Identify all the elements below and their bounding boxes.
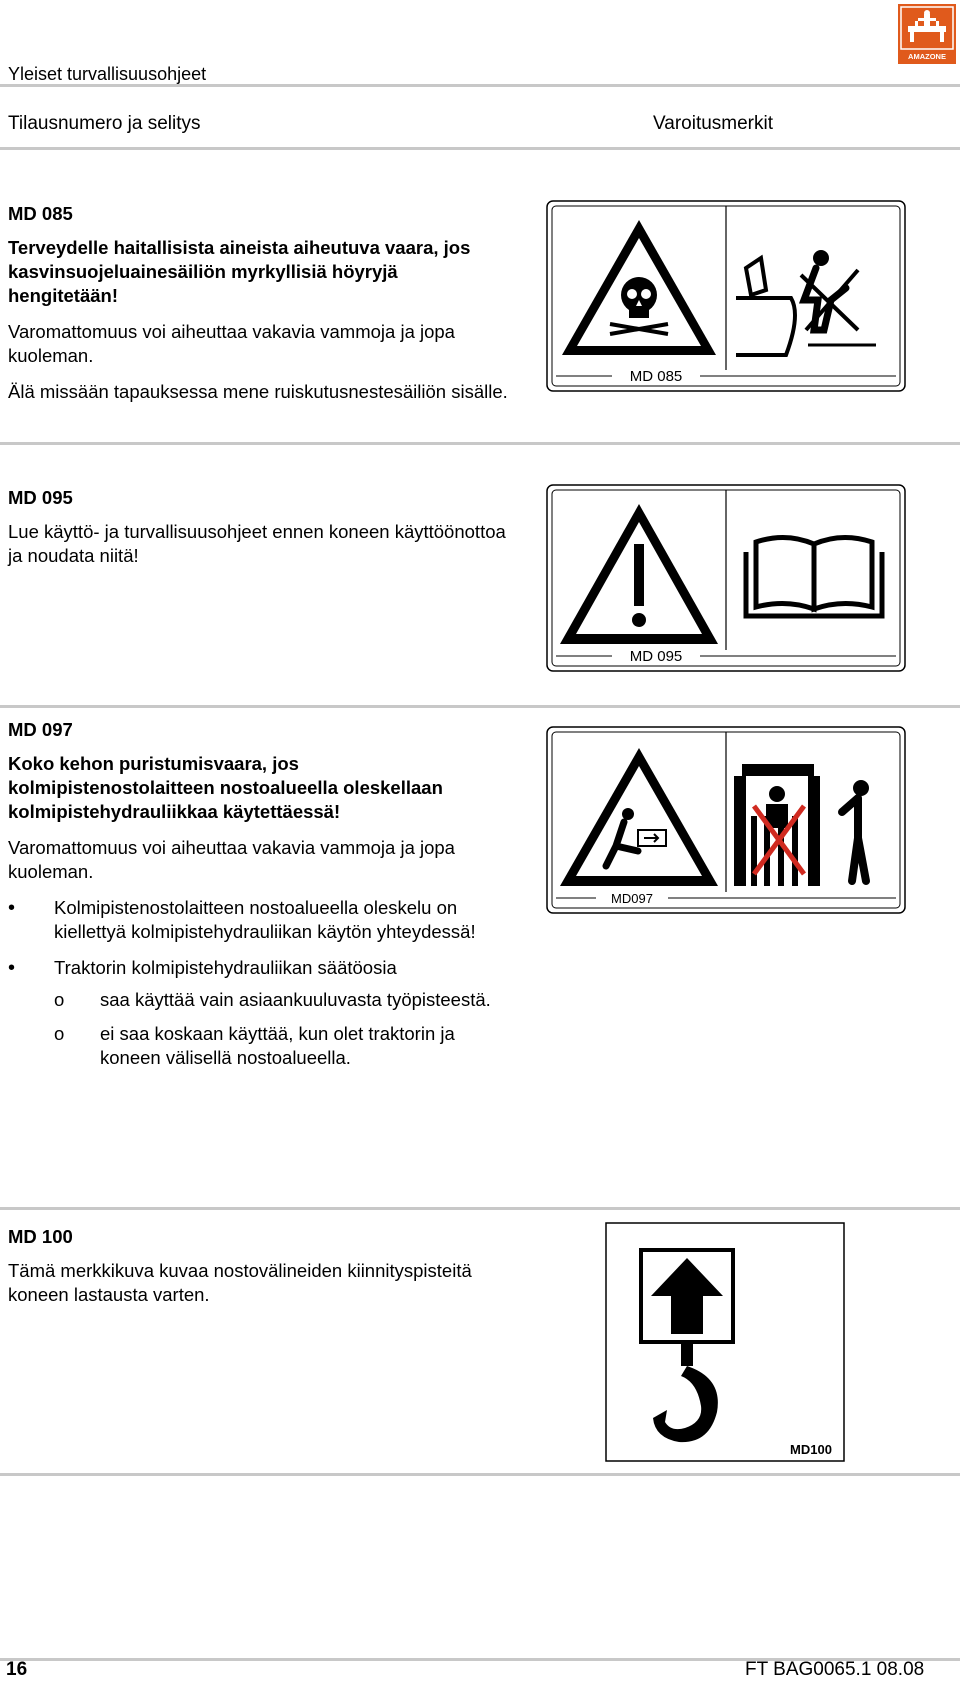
section-divider xyxy=(0,1207,960,1210)
sub-list xyxy=(54,988,508,1070)
warning-text: Terveydelle haitallisista aineista aiheutuva vaara, jos kasvinsuojeluainesäiliön myrkyllisiä höyryjä hengitetään! xyxy=(8,237,471,306)
sub-list-item: o saa käyttää vain asiaankuuluvasta työpisteestä. xyxy=(54,988,508,1012)
section-md-100 xyxy=(8,1225,508,1319)
column-header-warning-signs: Varoitusmerkit xyxy=(653,113,774,134)
svg-text:MD 095: MD 095 xyxy=(629,648,683,665)
section-md-097 xyxy=(8,718,508,1082)
section-md-085 xyxy=(8,202,508,416)
sign-code: MD 085 xyxy=(8,203,73,224)
description-text: Tämä merkkikuva kuvaa nostovälineiden kiinnityspisteitä koneen lastausta varten. xyxy=(8,1260,472,1305)
section-divider xyxy=(0,705,960,708)
sub-list-item: o ei saa koskaan käyttää, kun olet traktorin ja koneen välisellä nostoalueella. xyxy=(54,1022,508,1070)
sign-code: MD 097 xyxy=(8,719,73,740)
column-header-order-number: Tilausnumero ja selitys xyxy=(8,113,201,134)
header-divider xyxy=(0,84,960,87)
svg-text:AMAZONE: AMAZONE xyxy=(908,52,946,61)
instruction-text: Älä missään tapauksessa mene ruiskutusnestesäiliön sisälle. xyxy=(8,381,508,402)
section-title: Yleiset turvallisuusohjeet xyxy=(8,64,207,84)
warning-text: Koko kehon puristumisvaara, jos kolmipistenostolaitteen nostoalueella oleskellaan kolmipistehydrauliikkaa käytettäessä! xyxy=(8,753,443,822)
svg-text:MD 085: MD 085 xyxy=(629,368,683,385)
list-item: • Kolmipistenostolaitteen nostoalueella oleskelu on kiellettyä kolmipistehydrauliikan käytön yhteydessä! xyxy=(8,896,508,944)
section-md-095 xyxy=(8,486,508,580)
consequence-text: Varomattomuus voi aiheuttaa vakavia vammoja ja jopa kuoleman. xyxy=(8,321,455,366)
section-divider xyxy=(0,442,960,445)
sign-code: MD 095 xyxy=(8,487,73,508)
svg-text:MD097: MD097 xyxy=(611,891,653,906)
amazone-logo xyxy=(898,4,956,64)
sign-md-095 xyxy=(546,484,906,677)
column-header-divider xyxy=(0,147,960,150)
section-divider xyxy=(0,1473,960,1476)
list-item: • Traktorin kolmipistehydrauliikan säätöosia o saa käyttää vain asiaankuuluvasta työpisteestä. o ei saa koskaan käyttää, kun olet traktorin ja koneen välisellä nostoalueella. xyxy=(8,956,508,1070)
warning-text: Lue käyttö- ja turvallisuusohjeet ennen koneen käyttöönottoa ja noudata niitä! xyxy=(8,521,506,566)
sign-md-100 xyxy=(605,1222,845,1467)
sign-md-097 xyxy=(546,726,906,919)
sign-code: MD 100 xyxy=(8,1226,73,1247)
svg-text:MD100: MD100 xyxy=(790,1442,832,1457)
consequence-text: Varomattomuus voi aiheuttaa vakavia vammoja ja jopa kuoleman. xyxy=(8,837,455,882)
page-number: 16 xyxy=(6,1659,28,1680)
bullet-list xyxy=(8,896,508,1070)
open-book-icon xyxy=(746,537,882,616)
document-id: FT BAG0065.1 08.08 xyxy=(745,1659,925,1680)
sign-md-085 xyxy=(546,200,906,397)
